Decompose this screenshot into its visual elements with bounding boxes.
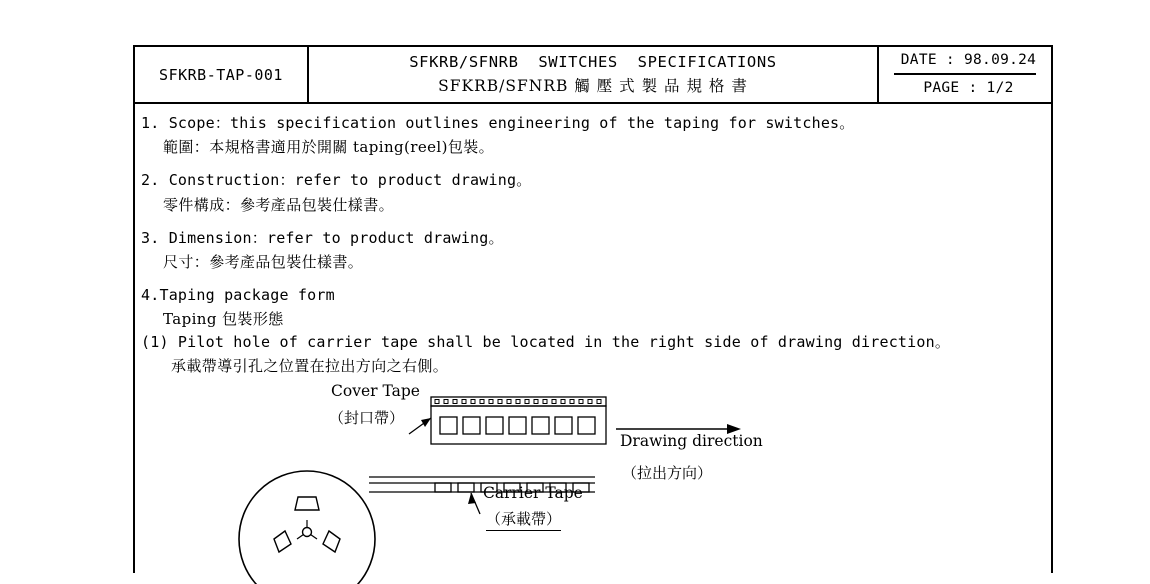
spacer bbox=[135, 217, 1051, 227]
clause-pilot-hole-zh: 承載帶導引孔之位置在拉出方向之右側。 bbox=[171, 357, 449, 376]
document-title-cell bbox=[309, 47, 879, 102]
reel-slot bbox=[274, 531, 291, 552]
reel-hub bbox=[303, 528, 312, 537]
reel-slot bbox=[323, 531, 340, 552]
clause-scope bbox=[135, 112, 1051, 159]
clause-taping-package bbox=[135, 284, 1051, 331]
clause-dimension-en: 3. Dimension：refer to product drawing。 bbox=[141, 228, 504, 247]
cover-tape-label-en: Cover Tape bbox=[331, 382, 420, 401]
document-number: SFKRB-TAP-001 bbox=[159, 65, 283, 84]
document-body bbox=[135, 104, 1051, 584]
clause-pilot-hole-en: (1) Pilot hole of carrier tape shall be located in the right side of drawing direction。 bbox=[141, 333, 951, 351]
document-page: PAGE : 1/2 bbox=[923, 80, 1014, 97]
document-header bbox=[135, 47, 1051, 104]
drawing-direction-label-en: Drawing direction bbox=[620, 432, 763, 451]
clause-scope-en: 1. Scope：this specification outlines engineering of the taping for switches。 bbox=[141, 114, 855, 132]
document-number-cell bbox=[135, 47, 309, 102]
clause-dimension-zh: 尺寸：參考產品包裝仕樣書。 bbox=[163, 252, 364, 271]
reel-slot bbox=[295, 497, 319, 510]
clause-construction-en: 2. Construction：refer to product drawing。 bbox=[141, 171, 532, 190]
clause-construction-zh: 零件構成：參考產品包裝仕樣書。 bbox=[163, 195, 395, 214]
clause-construction bbox=[135, 169, 1051, 216]
taping-diagram-svg bbox=[135, 384, 1051, 584]
title-english: SFKRB/SFNRB SWITCHES SPECIFICATIONS bbox=[409, 53, 777, 72]
title-chinese: SFKRB/SFNRB 觸 壓 式 製 品 規 格 書 bbox=[438, 76, 748, 95]
cover-tape-leader-arrow bbox=[421, 418, 431, 427]
carrier-tape-label-en: Carrier Tape bbox=[483, 484, 583, 503]
carrier-tape-label-zh: （承載帶） bbox=[486, 508, 561, 531]
specification-page bbox=[133, 45, 1053, 573]
cover-tape-pockets bbox=[440, 417, 595, 434]
clause-dimension bbox=[135, 227, 1051, 274]
clause-taping-package-zh: Taping 包裝形態 bbox=[163, 310, 284, 328]
cover-tape-sprocket-holes bbox=[435, 400, 601, 404]
document-meta-cell bbox=[879, 47, 1051, 102]
clause-taping-package-en: 4.Taping package form bbox=[141, 285, 335, 304]
drawing-direction-label-zh: （拉出方向） bbox=[622, 464, 713, 483]
cover-tape-label-zh: （封口帶） bbox=[329, 409, 405, 428]
taping-diagram bbox=[135, 384, 1051, 584]
spacer bbox=[135, 159, 1051, 169]
document-date: DATE : 98.09.24 bbox=[894, 47, 1036, 75]
spacer bbox=[135, 274, 1051, 284]
clause-scope-zh: 範圍：本規格書適用於開關 taping(reel)包裝。 bbox=[163, 138, 495, 157]
clause-pilot-hole bbox=[135, 331, 1051, 378]
